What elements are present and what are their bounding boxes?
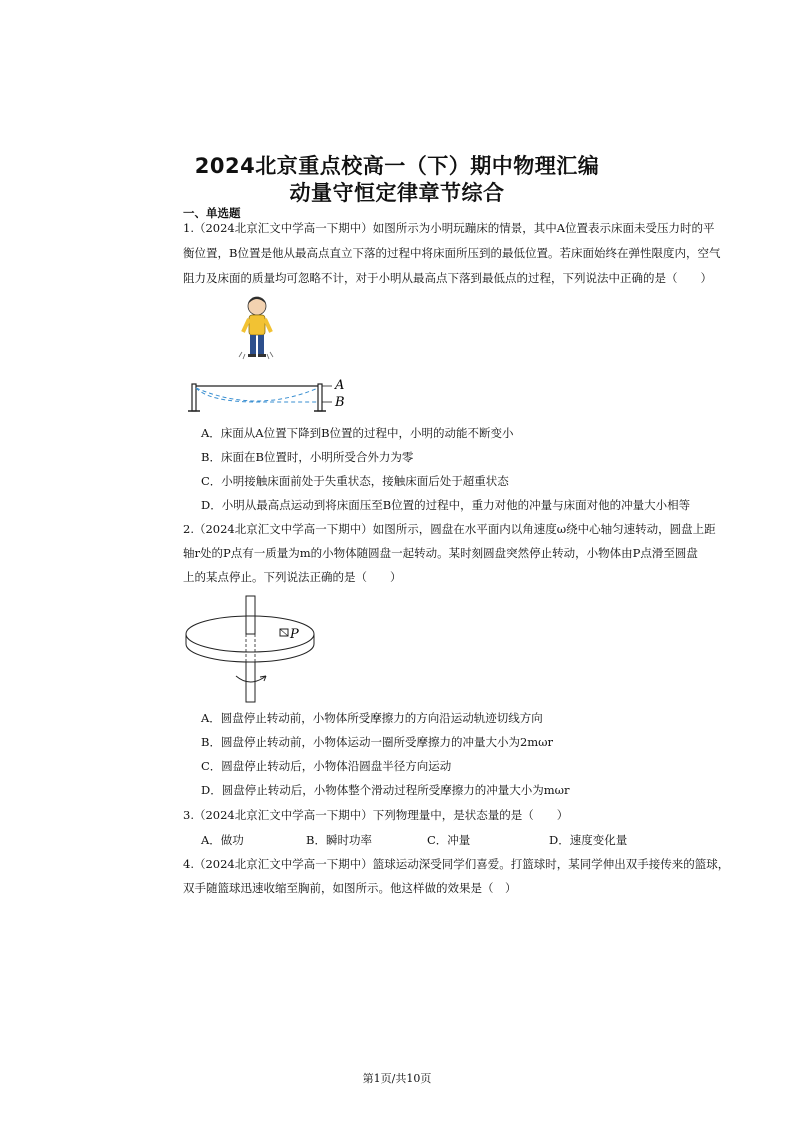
q3-option-c[interactable]: C．冲量	[427, 833, 471, 847]
q3-option-b[interactable]: B．瞬时功率	[306, 833, 372, 847]
label-a: A	[335, 378, 345, 393]
q2-stem-line2: 轴r处的P点有一质量为m的小物体随圆盘一起转动。某时刻圆盘突然停止转动，小物体由P点滑至圆盘	[183, 546, 698, 560]
q3-stem: 3.（2024北京汇文中学高一下期中）下列物理量中，是状态量的是（ ）	[183, 808, 569, 822]
trampoline-figure	[180, 292, 360, 422]
q1-stem-line3: 阻力及床面的质量均可忽略不计，对于小明从最高点下落到最低点的过程，下列说法中正确的是（ ）	[183, 271, 712, 285]
page-subtitle: 动量守恒定律章节综合	[289, 181, 505, 205]
label-p: P	[290, 627, 299, 642]
q1-option-b[interactable]: B．床面在B位置时，小明所受合外力为零	[201, 450, 414, 464]
q1-stem-line2: 衡位置，B位置是他从最高点直立下落的过程中将床面所压到的最低位置。若床面始终在弹性限度内，空气	[183, 246, 721, 260]
page-footer: 第1页/共10页	[362, 1072, 432, 1085]
q2-option-a[interactable]: A．圆盘停止转动前，小物体所受摩擦力的方向沿运动轨迹切线方向	[201, 711, 543, 725]
section-heading: 一、单选题	[183, 206, 241, 220]
q2-stem-line3: 上的某点停止。下列说法正确的是（ ）	[183, 570, 402, 584]
q2-option-d[interactable]: D．圆盘停止转动后，小物体整个滑动过程所受摩擦力的冲量大小为mωr	[201, 783, 570, 797]
q1-option-a[interactable]: A．床面从A位置下降到B位置的过程中，小明的动能不断变小	[201, 426, 514, 440]
q1-stem-line1: 1.（2024北京汇文中学高一下期中）如图所示为小明玩蹦床的情景，其中A位置表示床面未受压力时的平	[183, 221, 715, 235]
q3-option-a[interactable]: A．做功	[201, 833, 244, 847]
page-title: 2024北京重点校高一（下）期中物理汇编	[194, 154, 600, 178]
label-b: B	[335, 395, 345, 410]
q4-stem-line2: 双手随篮球迅速收缩至胸前，如图所示。他这样做的效果是（ ）	[183, 881, 517, 895]
q2-stem-line1: 2.（2024北京汇文中学高一下期中）如图所示，圆盘在水平面内以角速度ω绕中心轴匀速转动，圆盘上距	[183, 522, 716, 536]
q2-option-c[interactable]: C．圆盘停止转动后，小物体沿圆盘半径方向运动	[201, 759, 452, 773]
q1-option-d[interactable]: D．小明从最高点运动到将床面压至B位置的过程中，重力对他的冲量与床面对他的冲量大小相等	[201, 498, 691, 512]
q4-stem-line1: 4.（2024北京汇文中学高一下期中）篮球运动深受同学们喜爱。打篮球时，某同学伸出双手接传来的篮球，	[183, 857, 730, 871]
q3-option-d[interactable]: D．速度变化量	[549, 833, 628, 847]
q1-option-c[interactable]: C．小明接触床面前处于失重状态，接触床面后处于超重状态	[201, 474, 509, 488]
q2-option-b[interactable]: B．圆盘停止转动前，小物体运动一圈所受摩擦力的冲量大小为2mωr	[201, 735, 554, 749]
boy-illustration	[239, 297, 273, 359]
rotating-disk-figure	[180, 594, 330, 704]
